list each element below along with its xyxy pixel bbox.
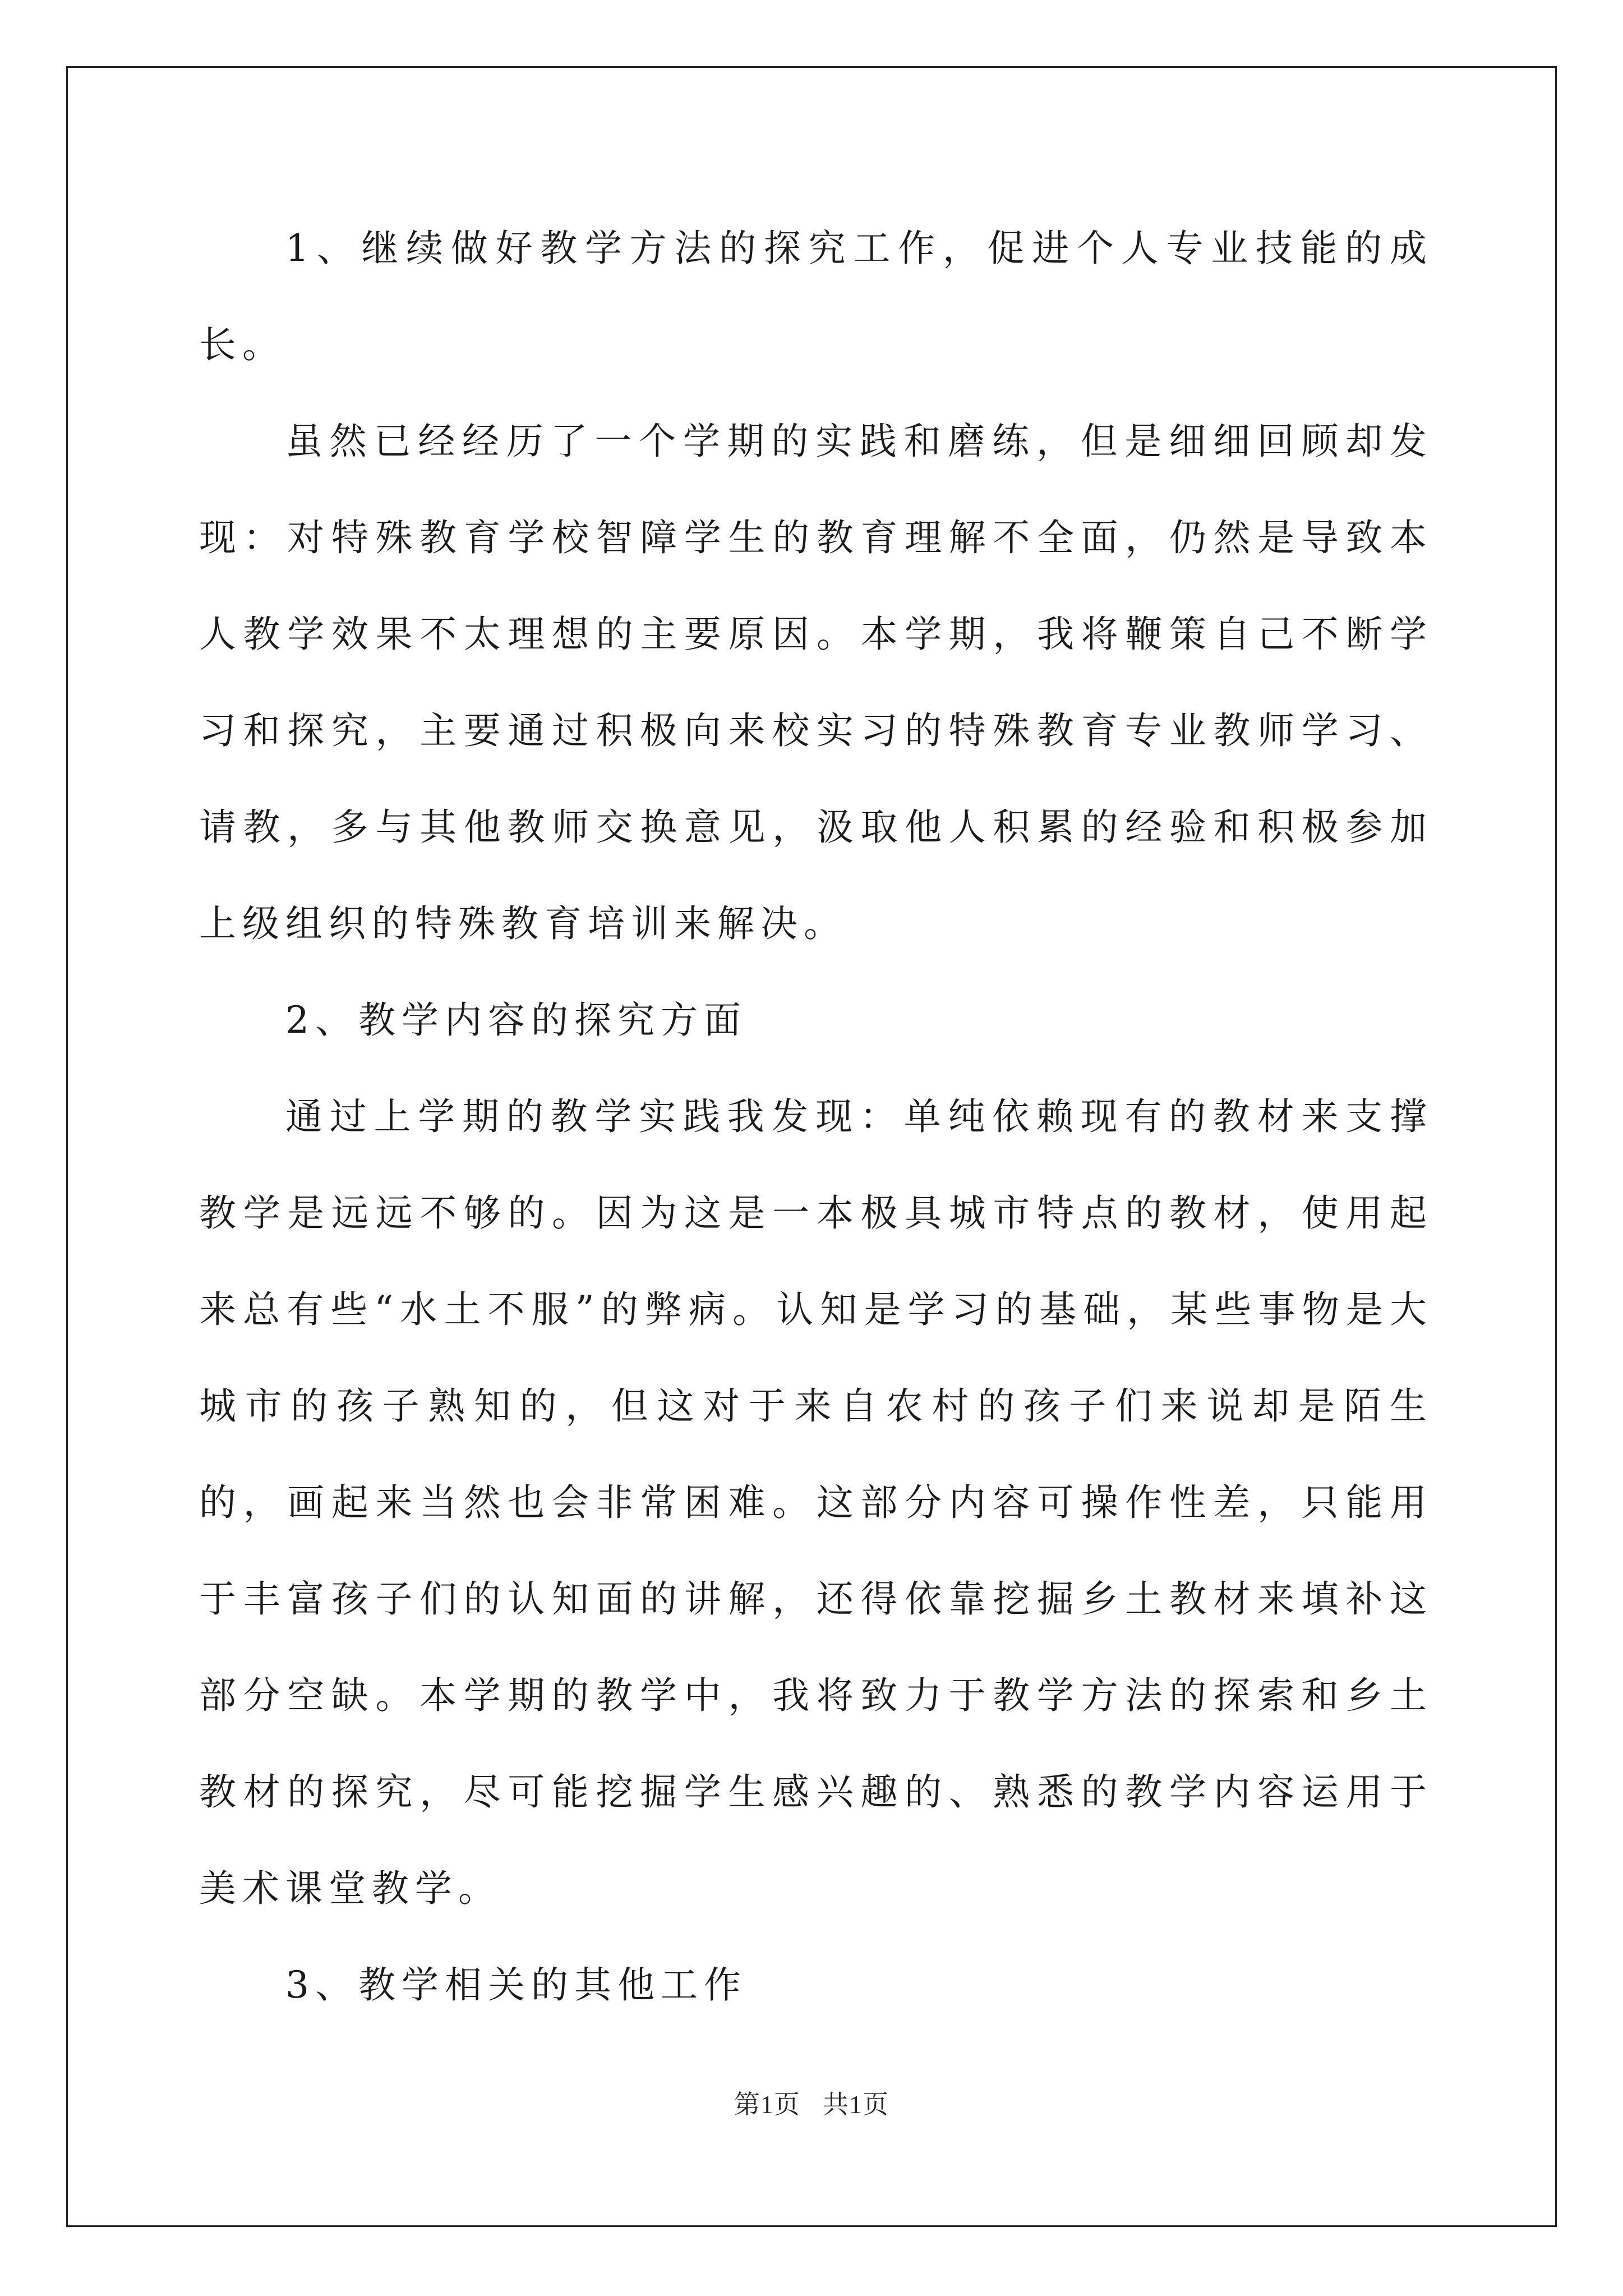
document-body bbox=[199, 200, 1433, 2033]
paragraph-semester-review: 虽然已经经历了一个学期的实践和磨练，但是细细回顾却发现：对特殊教育学校智障学生的教育理解不全面，仍然是导致本人教学效果不太理想的主要原因。本学期，我将鞭策自己不断学习和探究，主要通过积极向来校实习的特殊教育专业教师学习、请教，多与其他教师交换意见，汲取他人积累的经验和积极参加上级组织的特殊教育培训来解决。 bbox=[199, 420, 1433, 945]
paragraph-item-1: 1、继续做好教学方法的探究工作，促进个人专业技能的成长。 bbox=[199, 227, 1433, 366]
paragraph-item-2: 2、教学内容的探究方面 bbox=[285, 999, 747, 1042]
paragraph-teaching-content: 通过上学期的教学实践我发现：单纯依赖现有的教材来支撑教学是远远不够的。因为这是一本极具城市特点的教材，使用起来总有些“水土不服”的弊病。认知是学习的基础，某些事物是大城市的孩子熟知的，但这对于来自农村的孩子们来说却是陌生的，画起来当然也会非常困难。这部分内容可操作性差，只能用于丰富孩子们的认知面的讲解，还得依靠挖掘乡土教材来填补这部分空缺。本学期的教学中，我将致力于教学方法的探索和乡土教材的探究，尽可能挖掘学生感兴趣的、熟悉的教学内容运用于美术课堂教学。 bbox=[199, 1095, 1433, 1910]
page-number: 第1页 bbox=[734, 2090, 800, 2119]
page-footer bbox=[0, 2084, 1623, 2121]
page-total: 共1页 bbox=[823, 2090, 889, 2119]
paragraph-item-3: 3、教学相关的其他工作 bbox=[285, 1963, 747, 2007]
